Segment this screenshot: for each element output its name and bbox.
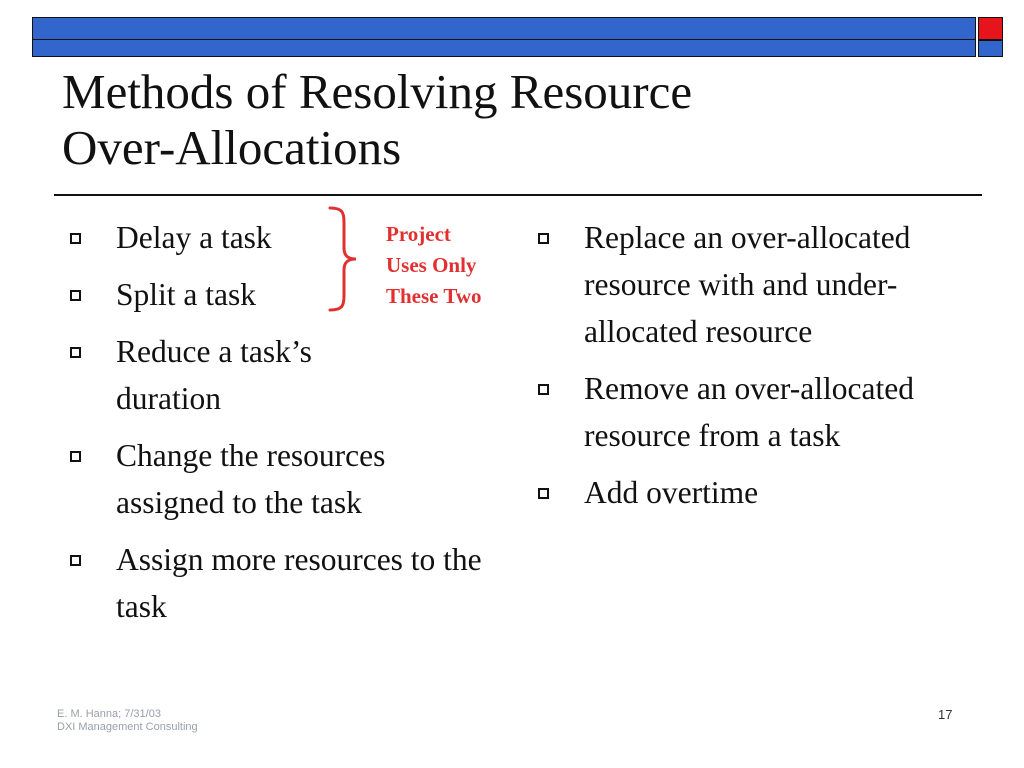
note-line-3: These Two — [386, 284, 482, 308]
list-item: Add overtime — [532, 469, 982, 516]
project-note — [386, 219, 516, 312]
slide-title — [62, 64, 962, 176]
square-bullet-icon — [70, 347, 81, 358]
title-line-1: Methods of Resolving Resource — [62, 64, 693, 119]
square-bullet-icon — [538, 488, 549, 499]
note-line-2: Uses Only — [386, 253, 477, 277]
page-number: 17 — [938, 707, 953, 722]
list-item: Reduce a task’s duration — [64, 328, 416, 422]
note-line-1: Project — [386, 222, 451, 246]
top-decorative-band — [32, 17, 976, 57]
square-bullet-icon — [538, 384, 549, 395]
square-bullet-icon — [70, 451, 81, 462]
red-accent-square — [978, 17, 1003, 40]
title-line-2: Over-Allocations — [62, 120, 402, 175]
list-item: Change the resources assigned to the task — [64, 432, 494, 526]
square-bullet-icon — [70, 290, 81, 301]
right-bullet-list — [532, 214, 982, 526]
list-item: Split a task — [64, 271, 494, 318]
curly-brace-icon — [322, 204, 362, 314]
square-bullet-icon — [538, 233, 549, 244]
blue-accent-square — [978, 40, 1003, 57]
square-bullet-icon — [70, 233, 81, 244]
list-item: Assign more resources to the task — [64, 536, 494, 630]
list-item: Replace an over-allocated resource with and under-allocated resource — [532, 214, 982, 355]
list-item: Remove an over-allocated resource from a task — [532, 365, 982, 459]
footer-author-date: E. M. Hanna; 7/31/03 — [57, 708, 161, 720]
list-item: Delay a task — [64, 214, 494, 261]
title-divider — [54, 194, 982, 196]
footer-company: DXI Management Consulting — [57, 721, 198, 733]
footer-credits — [57, 708, 198, 734]
square-bullet-icon — [70, 555, 81, 566]
